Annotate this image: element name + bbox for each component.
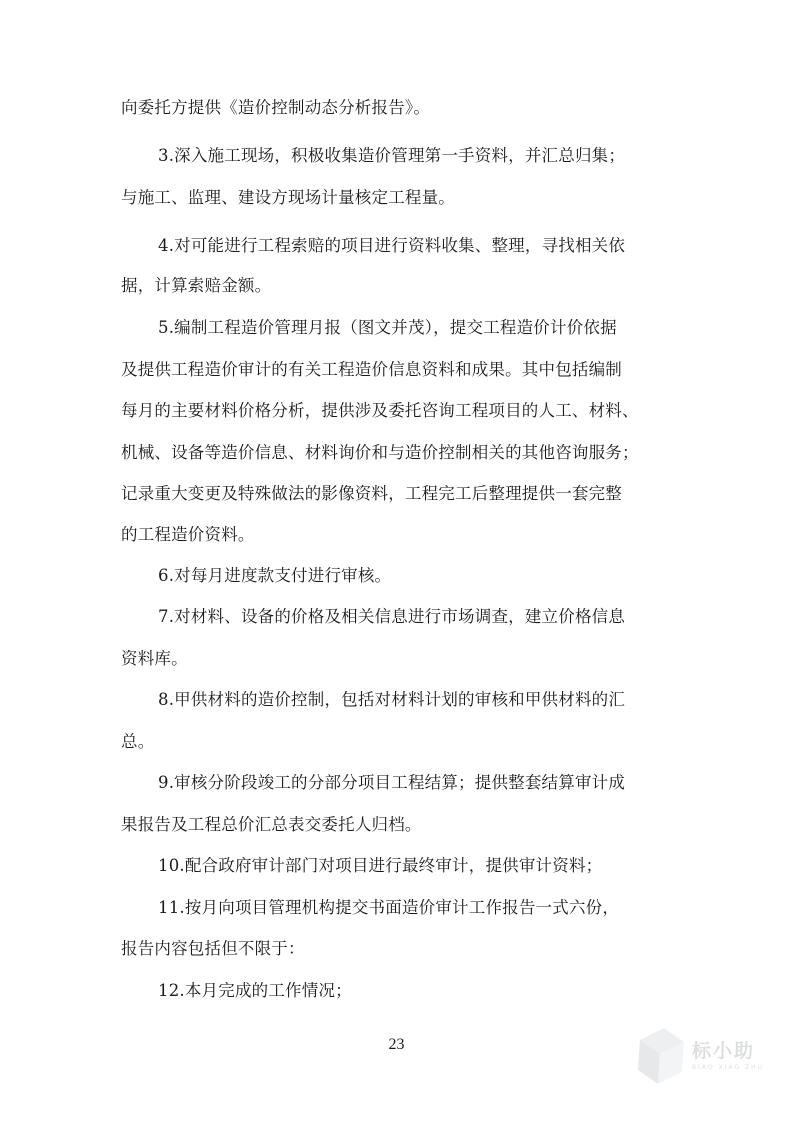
text-line: 10.配合政府审计部门对项目进行最终审计，提供审计资料； — [158, 856, 603, 875]
text-line: 的工程造价资料。 — [121, 525, 255, 544]
page-number: 23 — [388, 1036, 405, 1053]
text-line: 向委托方提供《造价控制动态分析报告》。 — [121, 98, 431, 117]
text-line: 据，计算索赔金额。 — [121, 276, 272, 295]
text-line: 8.甲供材料的造价控制，包括对材料计划的审核和甲供材料的汇 — [158, 690, 626, 709]
text-line: 与施工、监理、建设方现场计量核定工程量。 — [121, 188, 455, 207]
watermark-logo — [636, 1026, 776, 1090]
text-line: 4.对可能进行工程索赔的项目进行资料收集、整理，寻找相关依 — [158, 236, 626, 255]
text-line: 6.对每月进度款支付进行审核。 — [158, 566, 392, 585]
text-line: 果报告及工程总价汇总表交委托人归档。 — [121, 815, 422, 834]
text-line: 7.对材料、设备的价格及相关信息进行市场调查，建立价格信息 — [158, 607, 626, 626]
text-line: 记录重大变更及特殊做法的影像资料，工程完工后整理提供一套完整 — [121, 484, 622, 503]
text-line: 12.本月完成的工作情况； — [158, 981, 352, 1000]
text-line: 机械、设备等造价信息、材料询价和与造价控制相关的其他咨询服务； — [121, 443, 639, 462]
text-line: 及提供工程造价审计的有关工程造价信息资料和成果。其中包括编制 — [121, 360, 622, 379]
text-line: 5.编制工程造价管理月报（图文并茂），提交工程造价计价依据 — [158, 318, 617, 337]
text-line: 11.按月向项目管理机构提交书面造价审计工作报告一式六份， — [158, 898, 620, 917]
text-line: 报告内容包括但不限于： — [121, 939, 305, 958]
text-line: 总。 — [121, 732, 155, 751]
text-line: 每月的主要材料价格分析，提供涉及委托咨询工程项目的人工、材料、 — [121, 401, 639, 420]
watermark-text: 标小助 — [692, 1040, 756, 1062]
text-line: 3.深入施工现场，积极收集造价管理第一手资料，并汇总归集； — [158, 146, 626, 165]
text-line: 资料库。 — [121, 649, 188, 668]
text-line: 9.审核分阶段竣工的分部分项目工程结算；提供整套结算审计成 — [158, 773, 626, 792]
cube-logo-icon — [636, 1026, 688, 1090]
watermark-subtext: BIAO XIAO ZHU — [692, 1064, 765, 1071]
